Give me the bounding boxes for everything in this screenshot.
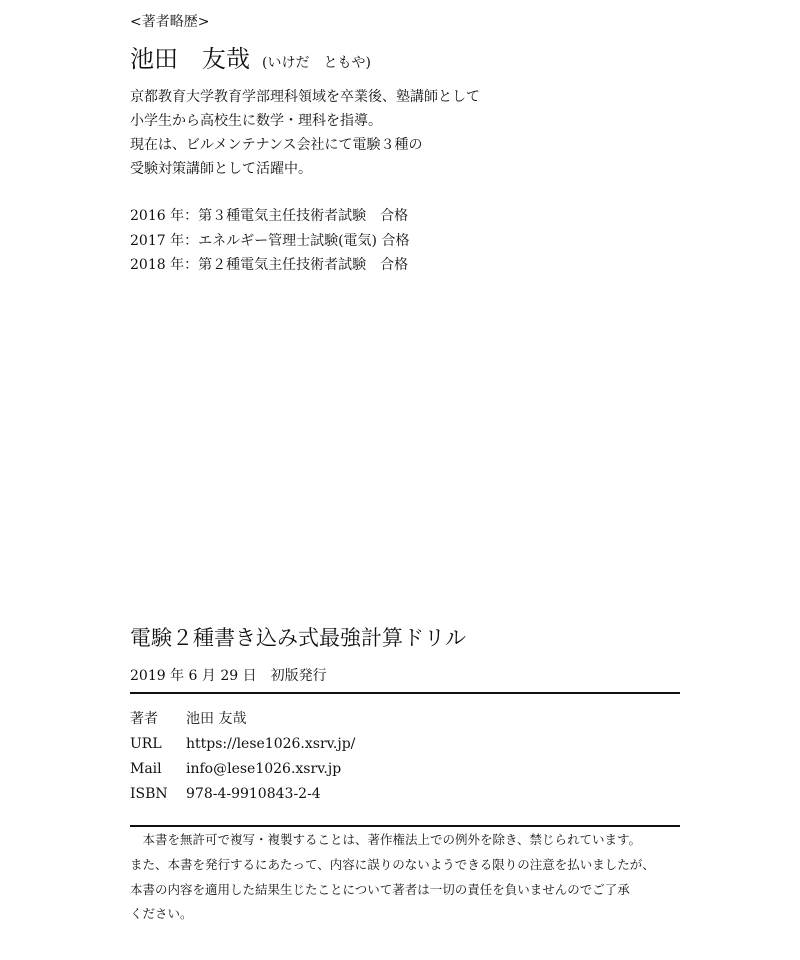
row-label: 著者 bbox=[130, 711, 158, 727]
colophon-row bbox=[130, 785, 321, 803]
notice-line: また、本書を発行するにあたって、内容に誤りのないようできる限りの注意を払いましたが、 bbox=[130, 857, 655, 872]
row-label: ISBN bbox=[130, 786, 168, 802]
colophon-row bbox=[130, 760, 341, 778]
author-name: 池田 友哉 bbox=[130, 45, 250, 73]
divider bbox=[130, 692, 680, 694]
row-label: Mail bbox=[130, 761, 162, 777]
bio-line: 京都教育大学教育学部理科領域を卒業後、塾講師として bbox=[130, 89, 480, 105]
history-line: 2018 年：第２種電気主任技術者試験 合格 bbox=[130, 257, 409, 273]
url-link[interactable]: https://lese1026.xsrv.jp/ bbox=[186, 736, 356, 752]
row-label: URL bbox=[130, 736, 162, 752]
bio-line: 小学生から高校生に数学・理科を指導。 bbox=[130, 113, 382, 129]
publish-date: 2019 年 6 月 29 日 初版発行 bbox=[130, 668, 327, 684]
history-line: 2016 年：第３種電気主任技術者試験 合格 bbox=[130, 208, 409, 224]
author-name-line bbox=[130, 44, 371, 74]
divider bbox=[130, 825, 680, 827]
colophon-row bbox=[130, 710, 246, 728]
notice-line: 本書の内容を適用した結果生じたことについて著者は一切の責任を負いませんのでご了承 bbox=[130, 882, 630, 897]
author-name-reading: (いけだ ともや) bbox=[262, 55, 371, 71]
profile-heading: <著者略歴> bbox=[130, 14, 210, 30]
email-link[interactable]: info@lese1026.xsrv.jp bbox=[186, 761, 342, 777]
notice-line: ください。 bbox=[130, 906, 193, 921]
bio-line: 現在は、ビルメンテナンス会社にて電験３種の bbox=[130, 137, 423, 153]
bio-line: 受験対策講師として活躍中。 bbox=[130, 161, 312, 177]
colophon-row bbox=[130, 735, 355, 753]
row-value: 池田 友哉 bbox=[186, 711, 247, 727]
book-title: 電験２種書き込み式最強計算ドリル bbox=[130, 626, 466, 650]
row-value: 978-4-9910843-2-4 bbox=[186, 786, 321, 802]
notice-line: 本書を無許可で複写・複製することは、著作権法上での例外を除き、禁じられています。 bbox=[130, 832, 642, 847]
history-line: 2017 年：エネルギー管理士試験(電気) 合格 bbox=[130, 233, 410, 249]
